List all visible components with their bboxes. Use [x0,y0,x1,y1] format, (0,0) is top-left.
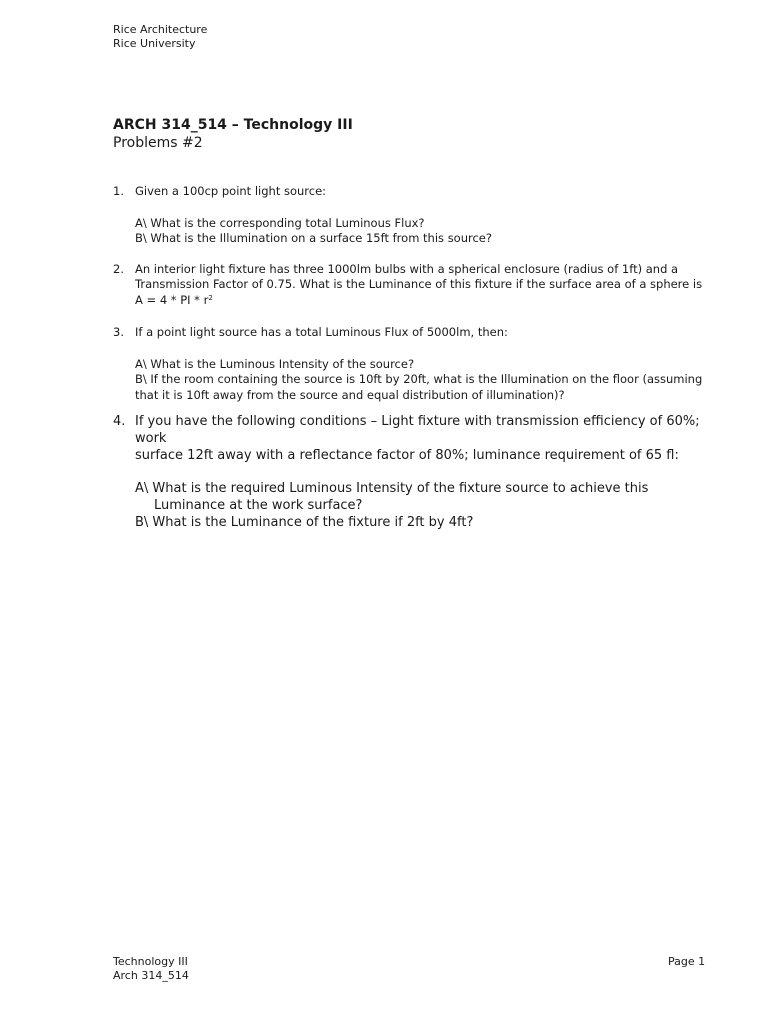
problem-2 [113,262,713,309]
course-title: ARCH 314_514 – Technology III [113,117,353,133]
problem-parts [135,480,713,531]
header-institution: Rice Architecture [113,23,208,36]
problem-text-line: surface 12ft away with a reflectance factor of 80%; luminance requirement of 65 fl: [135,448,679,463]
problem-part-b: B\ What is the Illumination on a surface 15ft from this source? [135,231,492,245]
formula-text: A = 4 * PI * r [135,292,209,307]
page-number: Page 1 [668,955,706,968]
problem-text: Given a 100cp point light source: [135,184,327,198]
problem-part-b: B\ If the room containing the source is 10ft by 20ft, what is the Illumination on the floor (assuming [135,372,703,386]
problem-text-line: If you have the following conditions – Light fixture with transmission efficiency of 60%; work [135,414,700,446]
problem-list [113,184,713,531]
problem-part-b-continued: that it is 10ft away from the source and equal distribution of illumination)? [135,387,565,402]
header-university: Rice University [113,37,196,50]
area-formula [135,293,713,309]
problem-text-line: Transmission Factor of 0.75. What is the Luminance of this fixture if the surface area of a sphere is [135,277,703,291]
problem-text-line: An interior light fixture has three 1000lm bulbs with a spherical enclosure (radius of 1ft) and a [135,261,679,276]
problem-number: 4. [113,414,126,429]
problem-parts [135,216,713,247]
problem-part-a: A\ What is the Luminous Intensity of the source? [135,356,415,371]
title-block [113,116,353,152]
problem-3 [113,325,713,403]
problem-1 [113,184,713,247]
problem-part-a: A\ What is the corresponding total Luminous Flux? [135,215,425,230]
problem-part-b: B\ What is the Luminance of the fixture if 2ft by 4ft? [135,515,474,530]
formula-exponent: 2 [208,293,213,302]
problem-number: 1. [113,184,124,198]
footer-course-code: Arch 314_514 [113,969,189,982]
problem-parts [135,357,713,404]
problem-part-a: A\ What is the required Luminous Intensity of the fixture source to achieve this Luminance at the work surface? [135,481,649,513]
footer-course-name: Technology III [113,955,188,968]
problem-set-subtitle: Problems #2 [113,135,203,151]
problem-number: 2. [113,261,124,276]
page-header [113,23,207,51]
problem-text: If a point light source has a total Luminous Flux of 5000lm, then: [135,325,508,339]
problem-number: 3. [113,325,124,339]
problem-4 [113,413,713,531]
page-footer-left [113,955,189,983]
